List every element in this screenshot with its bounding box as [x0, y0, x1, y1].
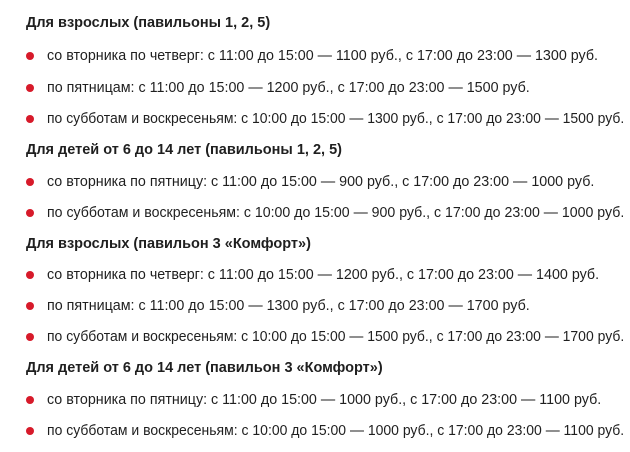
list-item-text: по пятницам: с 11:00 до 15:00 — 1300 руб., с 17:00 до 23:00 — 1700 руб. — [47, 298, 530, 314]
bullet-icon — [26, 209, 34, 217]
list-item-text: со вторника по четверг: с 11:00 до 15:00 — 1100 руб., с 17:00 до 23:00 — 1300 руб. — [47, 48, 599, 64]
bullet-icon — [26, 271, 34, 279]
list-item-text: по субботам и воскресеньям: с 10:00 до 15:00 — 1500 руб., с 17:00 до 23:00 — 1700 руб. — [47, 329, 625, 345]
bullet-icon — [26, 427, 34, 435]
bullet-icon — [26, 302, 34, 310]
section-title-adults-pavilions-1-2-5: Для взрослых (павильоны 1, 2, 5) — [26, 15, 271, 31]
list-item-text: со вторника по пятницу: с 11:00 до 15:00 — 1000 руб., с 17:00 до 23:00 — 1100 руб. — [47, 392, 602, 408]
list-item-text: по субботам и воскресеньям: с 10:00 до 15:00 — 1000 руб., с 17:00 до 23:00 — 1100 руб. — [47, 423, 625, 439]
list-item-text: по пятницам: с 11:00 до 15:00 — 1200 руб., с 17:00 до 23:00 — 1500 руб. — [47, 80, 530, 96]
section-title-adults-pavilion-3-comfort: Для взрослых (павильон 3 «Комфорт») — [26, 236, 311, 252]
list-item-text: по субботам и воскресеньям: с 10:00 до 15:00 — 900 руб., с 17:00 до 23:00 — 1000 руб. — [47, 205, 625, 221]
section-title-children-pavilions-1-2-5: Для детей от 6 до 14 лет (павильоны 1, 2, 5) — [26, 142, 342, 158]
bullet-icon — [26, 333, 34, 341]
list-item-text: по субботам и воскресеньям: с 10:00 до 15:00 — 1300 руб., с 17:00 до 23:00 — 1500 руб. — [47, 111, 625, 127]
bullet-icon — [26, 178, 34, 186]
bullet-icon — [26, 396, 34, 404]
bullet-icon — [26, 115, 34, 123]
bullet-icon — [26, 84, 34, 92]
list-item-text: со вторника по четверг: с 11:00 до 15:00 — 1200 руб., с 17:00 до 23:00 — 1400 руб. — [47, 267, 600, 283]
bullet-icon — [26, 52, 34, 60]
list-item-text: со вторника по пятницу: с 11:00 до 15:00 — 900 руб., с 17:00 до 23:00 — 1000 руб. — [47, 174, 595, 190]
section-title-children-pavilion-3-comfort: Для детей от 6 до 14 лет (павильон 3 «Комфорт») — [26, 360, 383, 376]
